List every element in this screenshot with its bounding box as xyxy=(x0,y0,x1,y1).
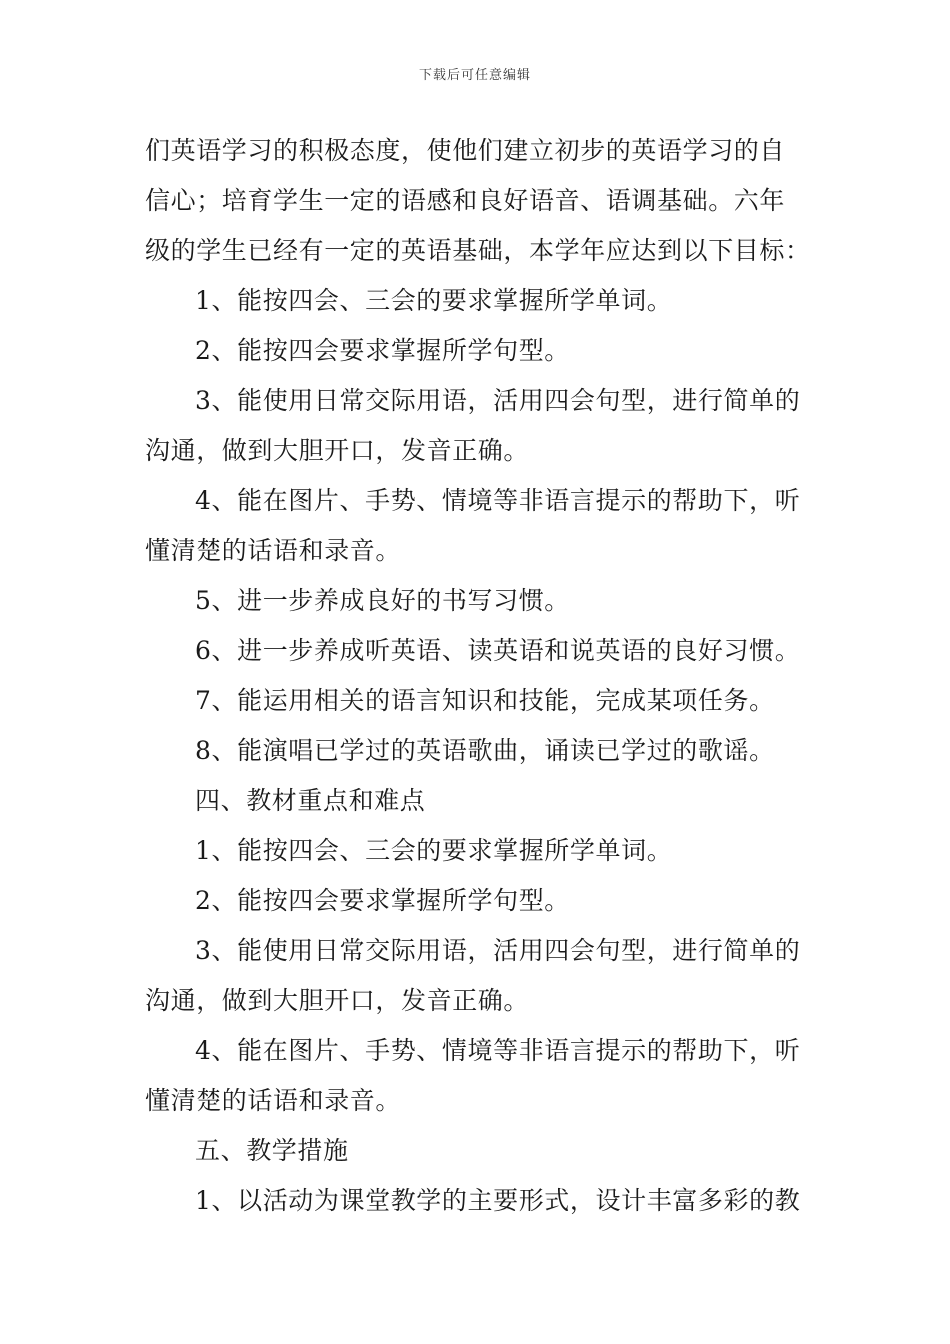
text-line: 沟通，做到大胆开口，发音正确。 xyxy=(145,986,530,1015)
list-item: 4、能在图片、手势、情境等非语言提示的帮助下，听 xyxy=(195,1036,801,1065)
text-line: 们英语学习的积极态度，使他们建立初步的英语学习的自 xyxy=(145,136,786,165)
text-line: 信心；培育学生一定的语感和良好语音、语调基础。六年 xyxy=(145,186,786,215)
list-item: 1、能按四会、三会的要求掌握所学单词。 xyxy=(195,836,673,865)
document-body xyxy=(145,126,813,1226)
page-header: 下载后可任意编辑 xyxy=(418,68,531,83)
text-line: 沟通，做到大胆开口，发音正确。 xyxy=(145,436,530,465)
text-line: 级的学生已经有一定的英语基础，本学年应达到以下目标： xyxy=(145,236,811,265)
section-heading: 四、教材重点和难点 xyxy=(195,786,426,815)
list-item: 2、能按四会要求掌握所学句型。 xyxy=(195,336,570,365)
section-heading: 五、教学措施 xyxy=(195,1136,349,1165)
text-line: 懂清楚的话语和录音。 xyxy=(145,1086,402,1115)
list-item: 5、进一步养成良好的书写习惯。 xyxy=(195,586,570,615)
list-item: 3、能使用日常交际用语，活用四会句型，进行简单的 xyxy=(195,386,801,415)
list-item: 8、能演唱已学过的英语歌曲，诵读已学过的歌谣。 xyxy=(195,736,775,765)
list-item: 1、以活动为课堂教学的主要形式，设计丰富多彩的教 xyxy=(195,1186,801,1215)
list-item: 6、进一步养成听英语、读英语和说英语的良好习惯。 xyxy=(195,636,801,665)
list-item: 1、能按四会、三会的要求掌握所学单词。 xyxy=(195,286,673,315)
list-item: 7、能运用相关的语言知识和技能，完成某项任务。 xyxy=(195,686,775,715)
list-item: 3、能使用日常交际用语，活用四会句型，进行简单的 xyxy=(195,936,801,965)
text-line: 懂清楚的话语和录音。 xyxy=(145,536,402,565)
list-item: 4、能在图片、手势、情境等非语言提示的帮助下，听 xyxy=(195,486,801,515)
list-item: 2、能按四会要求掌握所学句型。 xyxy=(195,886,570,915)
